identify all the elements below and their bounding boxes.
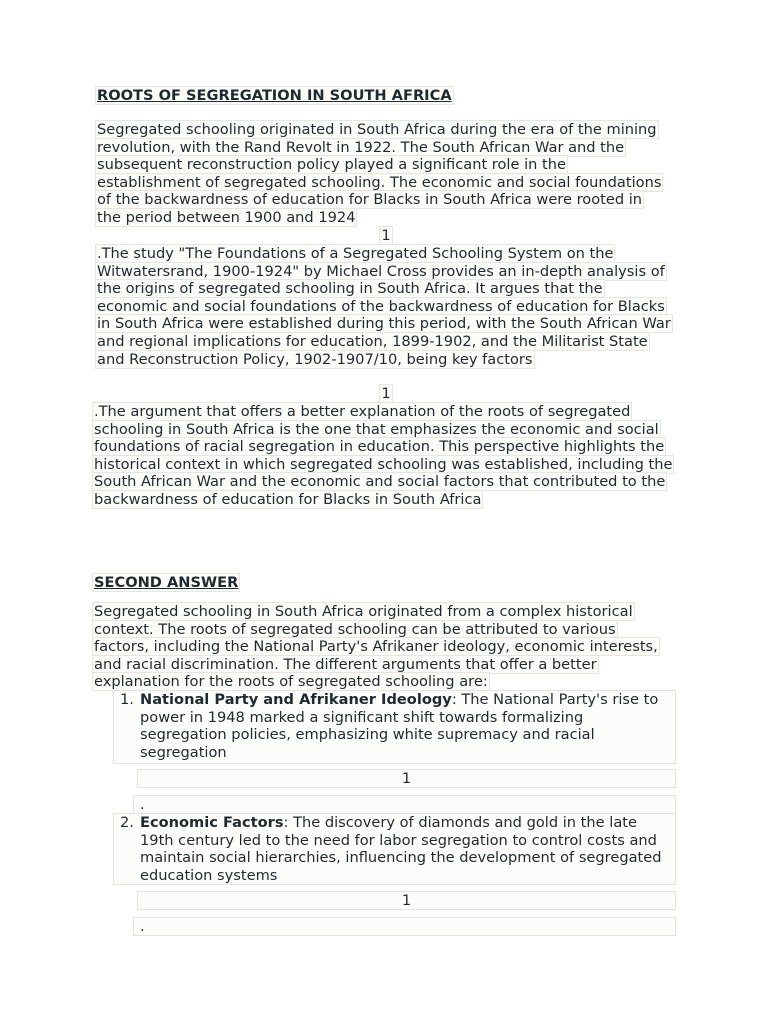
list-item-separator: . — [133, 795, 676, 814]
paragraph-2: .The study "The Foundations of a Segregated Schooling System on the Witwatersrand, 1900-1924" by Michael Cross provides an in-depth analysis of the origins of segregated schooling in South Africa. It argues that the economic and social foundations of the backwardness of education for Blacks in South Africa were established during this period, with the South African War and regional implications for education, 1899-1902, and the Militarist State and Reconstruction Policy, 1902-1907/10, being key factors — [97, 245, 671, 368]
footnote-ref-2[interactable]: 1 — [381, 385, 391, 402]
paragraph-4: Segregated schooling in South Africa originated from a complex historical context. The roots of segregated schooling can be attributed to various factors, including the National Party's Afrikaner ideology, economic interests, and racial discrimination. The different arguments that offer a better explanation for the roots of segregated schooling are: — [94, 603, 658, 691]
list-item-footnote-ref[interactable]: 1 — [137, 891, 676, 910]
list-item: 2. Economic Factors: The discovery of diamonds and gold in the late 19th century led to the need for labor segregation to control costs and maintain social hierarchies, influencing the development of segregated education systems — [113, 813, 676, 885]
list-item-heading: National Party and Afrikaner Ideology — [140, 691, 452, 708]
list-item-text: National Party and Afrikaner Ideology: The National Party's rise to power in 1948 marked a significant shift towards formalizing segregation policies, emphasizing white supremacy and racial segregation — [140, 691, 659, 761]
list-item-text: Economic Factors: The discovery of diamonds and gold in the late 19th century led to the need for labor segregation to control costs and maintain social hierarchies, influencing the development of segregated education systems — [140, 814, 662, 884]
list-item: 1. National Party and Afrikaner Ideology: The National Party's rise to power in 1948 marked a significant shift towards formalizing segregation policies, emphasizing white supremacy and racial segregation — [113, 690, 676, 764]
paragraph-1: Segregated schooling originated in South Africa during the era of the mining revolution, with the Rand Revolt in 1922. The South African War and the subsequent reconstruction policy played a significant role in the establishment of segregated schooling. The economic and social foundations of the backwardness of education for Blacks in South Africa were rooted in the period between 1900 and 1924 — [97, 121, 662, 226]
list-item-heading: Economic Factors — [140, 814, 284, 831]
list-item-separator: . — [133, 917, 676, 936]
second-answer-title: SECOND ANSWER — [94, 574, 239, 591]
paragraph-3: .The argument that offers a better explanation of the roots of segregated schooling in South Africa is the one that emphasizes the economic and social foundations of racial segregation in education. This perspective highlights the historical context in which segregated schooling was established, including the South African War and the economic and social factors that contributed to the backwardness of education for Blacks in South Africa — [94, 403, 673, 508]
list-item-footnote-ref[interactable]: 1 — [137, 769, 676, 788]
footnote-ref-1[interactable]: 1 — [381, 227, 391, 244]
document-title: ROOTS OF SEGREGATION IN SOUTH AFRICA — [97, 87, 452, 104]
